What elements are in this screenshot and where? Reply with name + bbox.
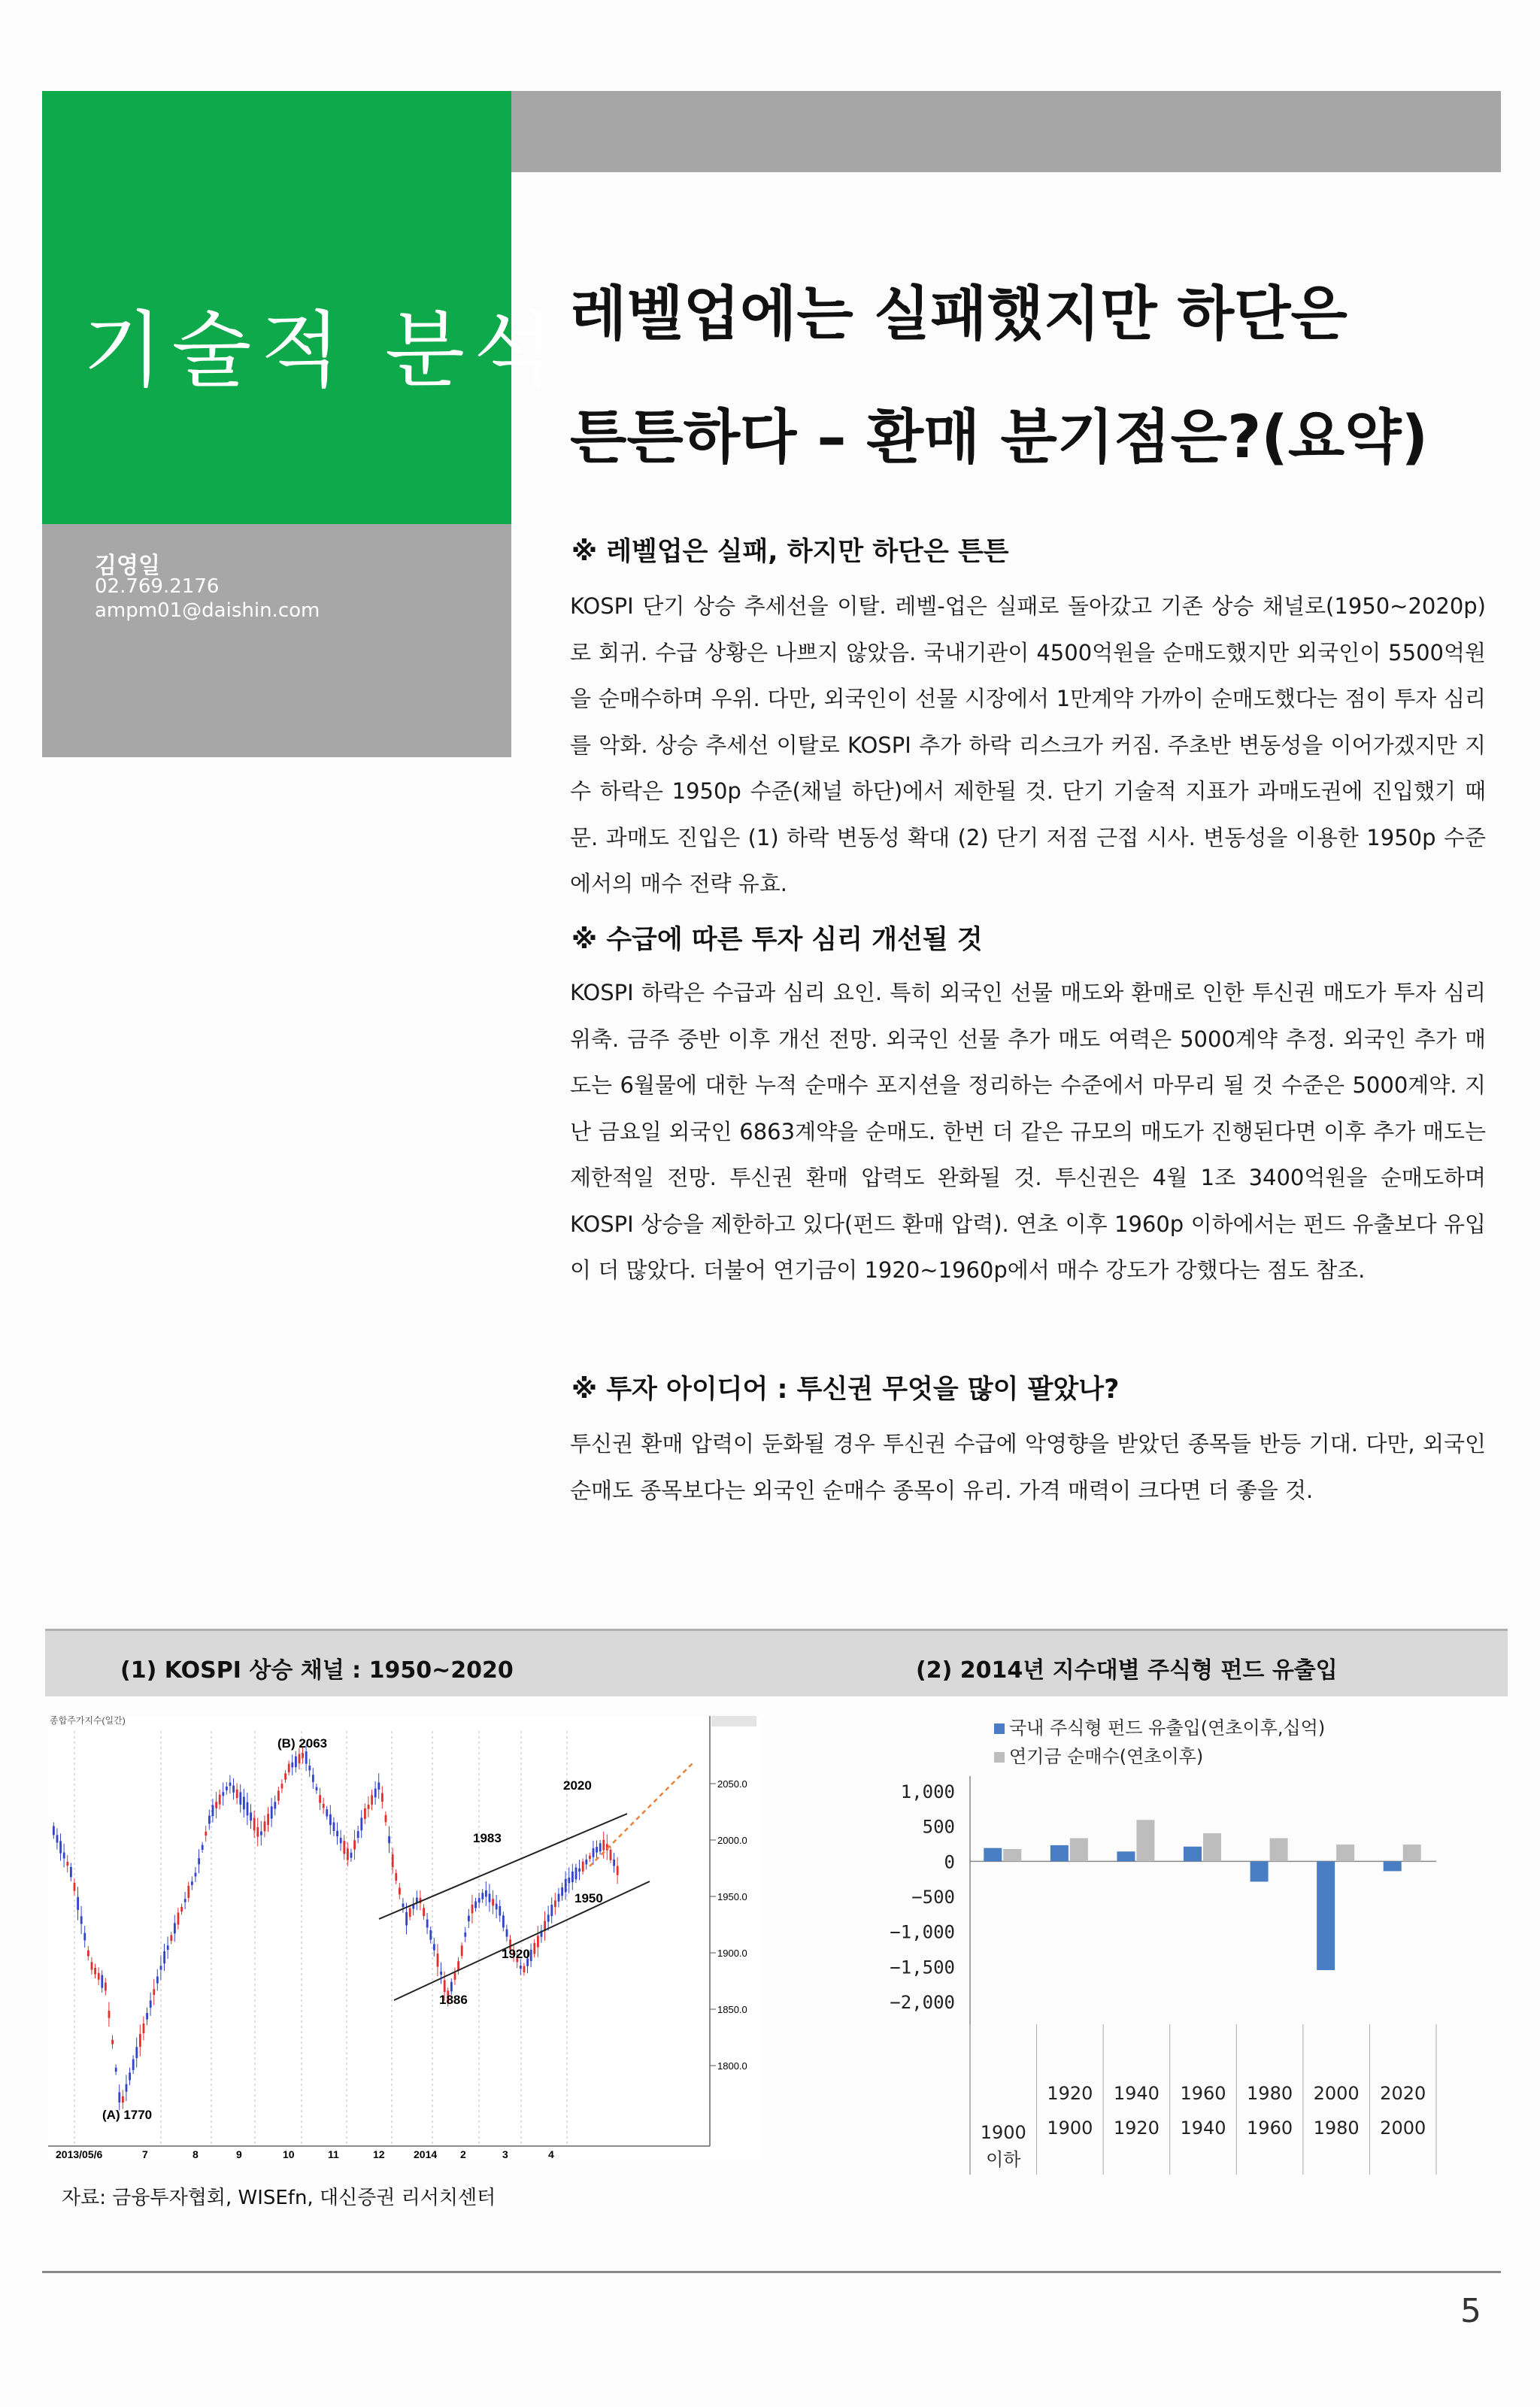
kospi-candle	[271, 1806, 273, 1818]
kospi-candle	[167, 1945, 169, 1950]
kospi-candle	[91, 1962, 93, 1969]
kospi-candle	[481, 1893, 484, 1899]
kospi-y-tick: 2000.0	[717, 1835, 747, 1846]
kospi-label-low: (A) 1770	[102, 2108, 153, 2122]
kospi-candle	[429, 1930, 432, 1940]
kospi-candle	[585, 1860, 587, 1865]
section-body-3: 투신권 환매 압력이 둔화될 경우 투신권 수급에 악영향을 받았던 종목들 반등 기대. 다만, 외국인 순매도 종목보다는 외국인 순매수 종목이 유리. 가격 매력이 크다면 더 좋을 것.	[570, 1431, 1486, 1503]
fund-x-tick: 1940	[1113, 2083, 1160, 2104]
report-headline	[570, 253, 1487, 499]
kospi-x-tick: 12	[373, 2148, 385, 2160]
kospi-candle	[295, 1757, 297, 1767]
kospi-chart-svg	[48, 1716, 762, 2160]
kospi-candle	[59, 1841, 62, 1853]
kospi-candle	[554, 1900, 556, 1907]
kospi-candle	[281, 1784, 283, 1788]
kospi-candle	[53, 1826, 55, 1835]
kospi-candle	[129, 2072, 131, 2080]
kospi-candle	[316, 1787, 318, 1790]
fund-y-tick: −1,000	[890, 1921, 955, 1943]
kospi-candle	[617, 1866, 619, 1875]
fund-legend-label: 연기금 순매수(연초이후)	[1009, 1746, 1204, 1767]
kospi-candle	[319, 1795, 321, 1802]
kospi-candle	[253, 1818, 256, 1831]
kospi-candle	[205, 1832, 207, 1836]
fund-y-tick: 0	[944, 1851, 955, 1873]
fund-x-tick: 1980	[1313, 2117, 1360, 2139]
kospi-candle	[177, 1912, 180, 1924]
kospi-candle	[336, 1831, 338, 1836]
kospi-candle	[83, 1933, 86, 1941]
fund-y-tick: 500	[922, 1816, 955, 1838]
section-body-2: KOSPI 하락은 수급과 심리 요인. 특히 외국인 선물 매도와 환매로 인한 투신권 매도가 투자 심리 위축. 금주 중반 이후 개선 전망. 외국인 선물 추가 매도 여력은 5000계약 추정. 외국인 추가 매도는 6월물에 대한 누적 순매수 포지션을 정리하는 수준에서 마무리 될 것 수준은 5000계약. 지난 금요일 외국인 6863계약을 순매도. 한번 더 같은 규모의 매도가 진행된다면 이후 추가 매도는 제한적일 전망. 투신권 환매 압력도 완화될 것. 투신권은 4월 1조 3400억원을 순매도하며 KOSPI 상승을 제한하고 있다(펀드 환매 압력). 연초 이후 1960p 이하에서는 펀드 유출보다 유입이 더 많았다. 더불어 연기금이 1920~1960p에서 매수 강도가 강했다는 점도 참조.	[570, 980, 1486, 1283]
kospi-candle	[202, 1845, 204, 1850]
kospi-candle	[489, 1893, 491, 1902]
fund-bar	[1070, 1839, 1088, 1862]
kospi-candle	[474, 1902, 477, 1908]
fund-bar	[1003, 1849, 1021, 1861]
kospi-candle	[80, 1916, 83, 1923]
kospi-candle	[288, 1764, 290, 1772]
fund-x-tick: 1900	[1047, 2117, 1093, 2139]
fund-bar	[984, 1848, 1002, 1862]
kospi-candle	[135, 2047, 138, 2058]
kospi-candle	[132, 2059, 135, 2069]
kospi-x-tick: 7	[142, 2148, 148, 2160]
kospi-candle	[399, 1888, 401, 1895]
section-heading-2: ※ 수급에 따른 투자 심리 개선될 것	[571, 925, 983, 955]
fund-x-tick: 1940	[1180, 2117, 1226, 2139]
kospi-candle	[312, 1775, 314, 1782]
kospi-candle	[243, 1797, 245, 1810]
kospi-candle	[170, 1935, 172, 1941]
section-body-1: KOSPI 단기 상승 추세선을 이탈. 레벨-업은 실패로 돌아갔고 기존 상승 채널로(1950~2020p)로 회귀. 수급 상황은 나쁘지 않았음. 국내기관이 4500억원을 순매도했지만 외국인이 5500억원을 순매수하며 우위. 다만, 외국인이 선물 시장에서 1만계약 가까이 순매도했다는 점이 투자 심리를 악화. 상승 추세선 이탈로 KOSPI 추가 하락 리스크가 커짐. 주초반 변동성을 이어가겠지만 지수 하락은 1950p 수준(채널 하단)에서 제한될 것. 단기 기술적 지표가 과매도권에 진입했기 때문. 과매도 진입은 (1) 하락 변동성 확대 (2) 단기 저점 근접 시사. 변동성을 이용한 1950p 수준에서의 매수 전략 유효.	[570, 593, 1486, 896]
kospi-candle	[150, 2000, 152, 2008]
kospi-candle	[153, 1989, 155, 1995]
kospi-candle	[260, 1831, 262, 1835]
kospi-y-tick: 1800.0	[717, 2060, 747, 2072]
fund-x-tick: 1960	[1180, 2083, 1226, 2104]
kospi-candle	[568, 1878, 570, 1883]
kospi-candle	[385, 1815, 387, 1822]
kospi-candle	[105, 1983, 107, 1991]
kospi-candle	[602, 1840, 605, 1851]
kospi-label-1950: 1950	[574, 1891, 603, 1905]
kospi-candle	[195, 1873, 197, 1877]
header-bar	[511, 91, 1501, 172]
kospi-candle	[426, 1920, 429, 1928]
kospi-candle	[478, 1898, 480, 1902]
kospi-candle	[471, 1905, 474, 1913]
fund-chart-svg	[865, 1708, 1451, 2182]
author-phone: 02.769.2176	[95, 575, 220, 598]
kospi-candle	[499, 1906, 501, 1916]
kospi-candle	[299, 1754, 301, 1763]
kospi-candle	[364, 1808, 366, 1819]
kospi-candle	[180, 1907, 183, 1911]
kospi-x-tick: 2	[460, 2148, 466, 2160]
fund-bar	[1270, 1839, 1288, 1862]
footer-divider	[42, 2271, 1501, 2273]
kospi-candle	[232, 1785, 235, 1792]
kospi-candle	[558, 1894, 560, 1902]
kospi-candle	[496, 1904, 498, 1910]
fund-bar	[1403, 1845, 1421, 1861]
kospi-y-tick: 1950.0	[717, 1891, 747, 1902]
fund-x-tick: 1980	[1247, 2083, 1293, 2104]
headline-line-1: 레벨업에는 실패했지만 하단은	[570, 280, 1348, 348]
kospi-candle	[395, 1873, 397, 1881]
headline-line-2: 튼튼하다 – 환매 분기점은?(요약)	[570, 404, 1429, 471]
kospi-x-tick: 2014	[414, 2148, 438, 2160]
kospi-candle	[174, 1923, 176, 1933]
fund-x-tick: 2000	[1380, 2117, 1426, 2139]
kospi-candle	[118, 2092, 120, 2102]
kospi-candle	[219, 1795, 221, 1805]
kospi-candle	[433, 1944, 435, 1950]
kospi-candle	[163, 1951, 165, 1963]
kospi-candle	[222, 1792, 224, 1796]
fund-bar	[1050, 1845, 1069, 1861]
kospi-candle	[450, 1982, 453, 1992]
kospi-candle	[350, 1853, 353, 1858]
kospi-candle	[454, 1973, 456, 1980]
fund-bar	[1336, 1845, 1354, 1861]
fund-x-tick: 2000	[1313, 2083, 1360, 2104]
kospi-candle	[523, 1966, 526, 1972]
kospi-candle	[156, 1976, 159, 1983]
page-number: 5	[1460, 2292, 1481, 2330]
kospi-candle	[198, 1858, 200, 1864]
kospi-candle	[284, 1773, 286, 1779]
kospi-candle	[291, 1763, 293, 1768]
kospi-candle	[377, 1782, 380, 1789]
kospi-candle	[126, 2084, 128, 2092]
kospi-candle	[139, 2034, 141, 2047]
section-title: 기술적 분석	[83, 302, 563, 399]
kospi-candle	[226, 1787, 228, 1790]
fund-flow-chart	[865, 1708, 1451, 2182]
kospi-candle	[343, 1841, 345, 1854]
fund-x-tick: 1900	[980, 2122, 1026, 2143]
kospi-candle	[347, 1848, 349, 1860]
kospi-candle	[212, 1805, 214, 1817]
kospi-candle	[229, 1783, 232, 1786]
kospi-candle	[575, 1868, 578, 1880]
kospi-candle	[589, 1856, 591, 1859]
kospi-x-tick: 4	[548, 2148, 554, 2160]
kospi-candle	[506, 1930, 508, 1937]
kospi-candle	[160, 1966, 162, 1969]
kospi-candle	[239, 1792, 241, 1805]
kospi-candle	[56, 1835, 59, 1842]
kospi-candle	[423, 1908, 425, 1916]
kospi-candle	[593, 1848, 595, 1857]
kospi-candle	[70, 1867, 72, 1877]
kospi-candle	[101, 1975, 103, 1988]
author-box	[42, 524, 511, 757]
kospi-candle	[371, 1795, 373, 1805]
kospi-candle	[402, 1904, 405, 1908]
kospi-candle	[94, 1968, 96, 1975]
kospi-x-tick: 3	[502, 2148, 508, 2160]
kospi-label-peak: (B) 2063	[277, 1736, 328, 1751]
kospi-candle	[440, 1972, 442, 1975]
fund-x-tick: 1920	[1047, 2083, 1093, 2104]
kospi-candle	[492, 1899, 494, 1905]
author-name: 김영일	[95, 553, 160, 579]
kospi-candle	[360, 1817, 362, 1830]
kospi-candle	[87, 1951, 89, 1957]
kospi-candle	[537, 1936, 539, 1947]
section-heading-1: ※ 레벨업은 실패, 하지만 하단은 튼튼	[571, 537, 1009, 567]
fund-bar	[1384, 1861, 1402, 1871]
kospi-chart-title: (1) KOSPI 상승 채널 : 1950~2020	[120, 1657, 514, 1684]
kospi-candle	[613, 1860, 615, 1866]
kospi-candle	[247, 1802, 249, 1816]
fund-x-tick: 이하	[986, 2149, 1021, 2170]
kospi-candle	[468, 1916, 470, 1922]
kospi-candle	[108, 2011, 111, 2018]
kospi-candle	[520, 1966, 522, 1969]
kospi-candle	[353, 1840, 356, 1849]
fund-legend-swatch	[994, 1752, 1005, 1763]
kospi-candle	[409, 1908, 411, 1917]
author-email[interactable]: ampm01@daishin.com	[95, 599, 320, 622]
kospi-x-tick: 11	[328, 2148, 339, 2160]
kospi-candle	[405, 1912, 408, 1926]
kospi-candle	[305, 1751, 308, 1764]
kospi-candle	[388, 1836, 390, 1843]
kospi-candle	[115, 2068, 117, 2072]
kospi-candle	[111, 2040, 114, 2045]
kospi-candle	[326, 1809, 328, 1816]
kospi-candle	[267, 1814, 269, 1825]
fund-x-tick: 1920	[1113, 2117, 1160, 2139]
kospi-label-1983: 1983	[473, 1831, 502, 1845]
kospi-top-label: 종합주가지수(일간)	[50, 1716, 126, 1726]
kospi-candle	[437, 1954, 439, 1966]
kospi-candle	[550, 1905, 553, 1916]
kospi-candle	[368, 1805, 370, 1809]
kospi-candle	[323, 1804, 325, 1808]
fund-x-tick: 1960	[1247, 2117, 1293, 2139]
fund-legend-swatch	[994, 1723, 1005, 1734]
fund-bar	[1184, 1847, 1202, 1862]
kospi-channel-chart	[48, 1716, 762, 2160]
kospi-candle	[146, 2013, 148, 2020]
kospi-candle	[256, 1827, 259, 1837]
kospi-candle	[74, 1883, 76, 1891]
kospi-candle	[187, 1886, 189, 1898]
kospi-candle	[63, 1853, 65, 1859]
kospi-candle	[277, 1790, 280, 1800]
kospi-candle	[329, 1814, 332, 1825]
kospi-candle	[302, 1753, 304, 1757]
kospi-candle	[357, 1831, 359, 1838]
kospi-candle	[464, 1933, 466, 1937]
kospi-candle	[461, 1945, 463, 1956]
kospi-candle	[340, 1838, 342, 1843]
kospi-candle	[264, 1821, 266, 1831]
kospi-candle	[191, 1881, 193, 1885]
kospi-candle	[215, 1802, 217, 1808]
kospi-candle	[392, 1854, 394, 1867]
fund-bar	[1203, 1833, 1221, 1861]
kospi-x-tick: 10	[283, 2148, 295, 2160]
kospi-x-tick: 8	[192, 2148, 199, 2160]
kospi-candle	[122, 2096, 124, 2103]
section-heading-3: ※ 투자 아이디어 : 투신권 무엇을 많이 팔았나?	[571, 1375, 1120, 1405]
kospi-candle	[66, 1862, 68, 1866]
kospi-candle	[143, 2024, 145, 2033]
kospi-candle	[565, 1879, 567, 1893]
fund-bar	[1317, 1861, 1335, 1970]
kospi-candle	[502, 1915, 505, 1927]
kospi-candle	[98, 1973, 100, 1980]
kospi-candle	[578, 1869, 581, 1872]
kospi-candle	[444, 1980, 446, 1992]
fund-y-tick: −2,000	[890, 1992, 955, 2013]
fund-y-tick: 1,000	[900, 1781, 955, 1802]
kospi-label-1920: 1920	[502, 1947, 530, 1961]
kospi-candle	[274, 1802, 276, 1808]
kospi-candle	[596, 1847, 598, 1853]
fund-x-tick: 2020	[1380, 2083, 1426, 2104]
kospi-x-tick: 9	[236, 2148, 242, 2160]
kospi-candle	[236, 1790, 238, 1798]
kospi-candle	[77, 1897, 79, 1910]
kospi-y-tick: 1850.0	[717, 2004, 747, 2015]
kospi-candle	[485, 1890, 487, 1896]
fund-y-tick: −1,500	[890, 1957, 955, 1978]
fund-legend-label: 국내 주식형 펀드 유출입(연초이후,십억)	[1009, 1717, 1326, 1739]
kospi-candle	[571, 1872, 574, 1882]
kospi-candle	[582, 1862, 584, 1872]
fund-bar	[1250, 1861, 1269, 1881]
kospi-label-1886: 1886	[439, 1993, 468, 2007]
kospi-candle	[208, 1816, 211, 1824]
kospi-candle	[308, 1766, 311, 1770]
kospi-candle	[381, 1793, 383, 1802]
kospi-candle	[184, 1899, 186, 1902]
fund-bar	[1136, 1820, 1154, 1861]
kospi-candle	[547, 1914, 550, 1921]
kospi-candle	[333, 1822, 335, 1831]
kospi-candle	[610, 1850, 612, 1860]
kospi-candle	[561, 1887, 563, 1896]
fund-bar	[1117, 1851, 1135, 1861]
kospi-x-tick: 2013/05/6	[56, 2148, 103, 2160]
kospi-candle	[599, 1843, 602, 1851]
kospi-y-tick: 1900.0	[717, 1948, 747, 1959]
fund-y-tick: −500	[911, 1887, 955, 1908]
source-note: 자료: 금융투자협회, WISEfn, 대신증권 리서치센터	[62, 2187, 496, 2209]
kospi-label-2020: 2020	[563, 1778, 592, 1793]
kospi-candle	[533, 1943, 535, 1954]
fund-chart-title: (2) 2014년 지수대별 주식형 펀드 유출입	[916, 1657, 1338, 1684]
kospi-candle	[530, 1950, 532, 1961]
kospi-candle	[374, 1789, 377, 1798]
kospi-candle	[250, 1812, 252, 1820]
kospi-y-tick: 2050.0	[717, 1778, 747, 1790]
